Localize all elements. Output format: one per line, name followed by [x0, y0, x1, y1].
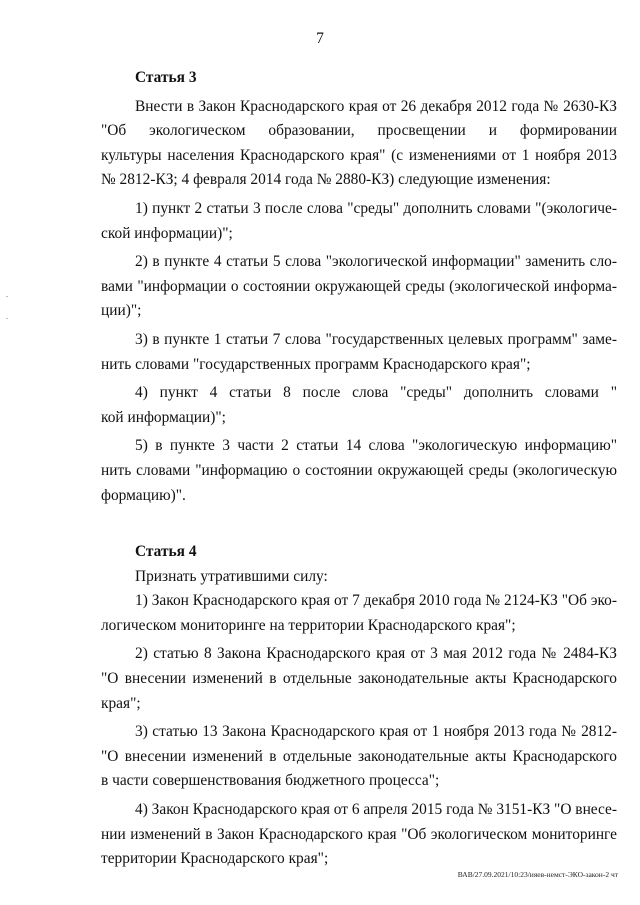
- scan-speck: [6, 318, 8, 319]
- text-line: ской информации)";: [101, 224, 233, 242]
- text-line: логическом мониторинге на территории Краснодарского края";: [101, 616, 516, 634]
- text-line: территории Краснодарского края";: [101, 850, 329, 868]
- text-line: нить словами "государственных программ Краснодарского края";: [101, 355, 531, 373]
- article-4-item-4: [101, 798, 617, 872]
- article-4-item-2: [101, 642, 617, 716]
- text-line: "Об экологическом образовании, просвещении и формировании: [101, 122, 617, 140]
- text-line: 1) пункт 2 статьи 3 после слова "среды" дополнить словами "(экологиче-: [135, 199, 617, 217]
- text-line: "О внесении изменений в отдельные законодательные акты Краснодарского: [101, 747, 617, 765]
- article-3-item-3: [101, 328, 617, 377]
- text-line: нить словами "информацию о состоянии окружающей среды (экологическую: [101, 461, 617, 479]
- article-3-item-4: [101, 381, 617, 430]
- text-line: кой информации)";: [101, 408, 226, 426]
- text-line: 4) пункт 4 статьи 8 после слова "среды" дополнить словами ": [135, 384, 617, 402]
- article-3-item-1: [101, 197, 617, 246]
- text-line: края";: [101, 694, 141, 712]
- text-line: формацию)".: [101, 486, 186, 504]
- text-line: вами "информации о состоянии окружающей среды (экологической информа-: [101, 277, 617, 295]
- text-line: "О внесении изменений в отдельные законодательные акты Краснодарского: [101, 670, 617, 688]
- article-3-intro: [101, 95, 617, 193]
- article-4-item-1: [101, 589, 617, 638]
- text-line: 2) статью 8 Закона Краснодарского края от 3 мая 2012 года № 2484-КЗ: [135, 645, 617, 663]
- text-line: 3) в пункте 1 статьи 7 слова "государственных целевых программ" заме-: [135, 330, 617, 348]
- article-4-heading: Статья 4: [135, 543, 197, 561]
- article-4-item-3: [101, 720, 617, 794]
- article-4-intro: Признать утратившими силу:: [135, 567, 328, 585]
- document-body: [101, 66, 617, 872]
- footer-file-stamp: ВАВ/27.09.2021/10:23/ияев-немст-ЭКО-закон-2 чт: [457, 870, 618, 879]
- text-line: 5) в пункте 3 части 2 статьи 14 слова "экологическую информацию": [135, 437, 617, 455]
- text-line: культуры населения Краснодарского края" (с изменениями от 1 ноября 2013: [101, 146, 617, 164]
- text-line: № 2812-КЗ; 4 февраля 2014 года № 2880-КЗ) следующие изменения:: [101, 171, 551, 189]
- text-line: нии изменений в Закон Краснодарского края "Об экологическом мониторинге: [101, 825, 617, 843]
- page-number: 7: [316, 30, 324, 47]
- text-line: в части совершенствования бюджетного процесса";: [101, 772, 440, 790]
- scan-speck: [6, 296, 8, 297]
- text-line: ции)";: [101, 302, 142, 320]
- text-line: 4) Закон Краснодарского края от 6 апреля 2015 года № 3151-КЗ "О внесе-: [135, 801, 617, 819]
- article-3-item-2: [101, 250, 617, 324]
- article-3-heading: Статья 3: [135, 69, 197, 86]
- text-line: Внести в Закон Краснодарского края от 26 декабря 2012 года № 2630-КЗ: [135, 97, 617, 115]
- text-line: 2) в пункте 4 статьи 5 слова "экологической информации" заменить сло-: [135, 253, 617, 271]
- article-3-item-5: [101, 434, 617, 508]
- text-line: 3) статью 13 Закона Краснодарского края от 1 ноября 2013 года № 2812-: [135, 723, 617, 741]
- text-line: 1) Закон Краснодарского края от 7 декабря 2010 года № 2124-КЗ "Об эко-: [135, 592, 617, 610]
